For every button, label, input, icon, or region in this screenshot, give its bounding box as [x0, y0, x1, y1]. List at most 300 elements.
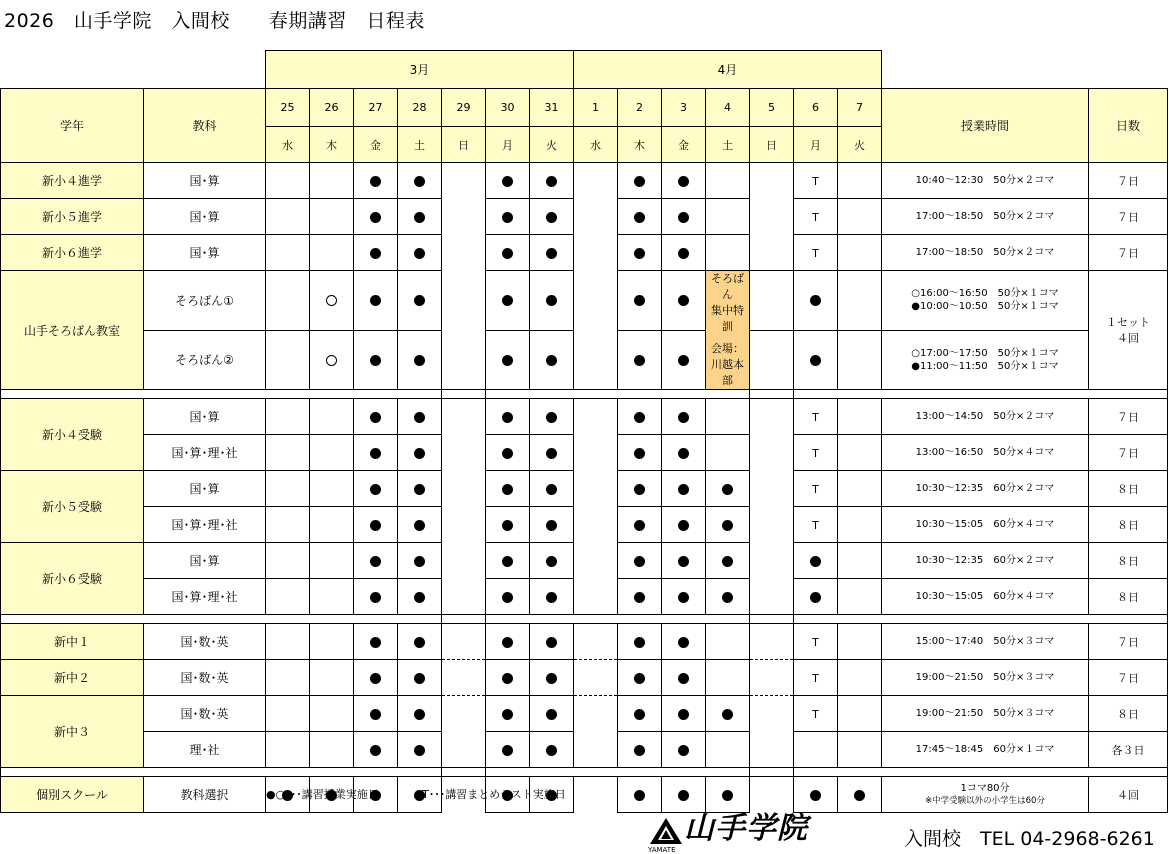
day-cell	[530, 624, 574, 660]
day-cell	[354, 199, 398, 235]
test-mark: T	[812, 410, 819, 424]
day-cell	[486, 543, 530, 579]
weekday-header: 金	[354, 127, 398, 163]
filled-dot-icon	[370, 745, 381, 756]
filled-dot-icon	[810, 592, 821, 603]
schedule-row	[1, 579, 1168, 615]
filled-dot-icon	[370, 355, 381, 366]
day-cell	[354, 732, 398, 768]
date-header: 27	[354, 89, 398, 127]
filled-dot-icon	[678, 295, 689, 306]
day-cell	[398, 399, 442, 435]
filled-dot-icon	[546, 448, 557, 459]
filled-dot-icon	[414, 355, 425, 366]
time-cell: 15:00～17:40 50分×３コマ	[882, 624, 1089, 660]
day-cell	[618, 660, 662, 696]
day-cell	[662, 271, 706, 331]
time-cell: 17:45～18:45 60分×１コマ	[882, 732, 1089, 768]
day-cell	[662, 660, 706, 696]
day-cell	[618, 271, 662, 331]
day-cell	[750, 732, 794, 768]
grade-cell: 新中３	[1, 696, 144, 768]
day-cell	[750, 777, 794, 813]
time-cell: 10:30～15:05 60分×４コマ	[882, 579, 1089, 615]
day-cell	[618, 777, 662, 813]
day-cell	[530, 696, 574, 732]
subject-cell: 国･数･英	[144, 660, 266, 696]
filled-dot-icon	[546, 484, 557, 495]
test-mark: T	[812, 246, 819, 260]
subject-cell: 理･社	[144, 732, 266, 768]
schedule-table	[0, 50, 1168, 813]
day-cell	[266, 199, 310, 235]
filled-dot-icon	[634, 412, 645, 423]
day-cell	[266, 660, 310, 696]
filled-dot-icon	[678, 355, 689, 366]
day-cell	[398, 696, 442, 732]
day-cell	[794, 330, 838, 390]
schedule-row	[1, 543, 1168, 579]
schedule-row	[1, 732, 1168, 768]
filled-dot-icon	[414, 248, 425, 259]
day-cell	[354, 507, 398, 543]
day-cell	[354, 696, 398, 732]
day-cell	[838, 330, 882, 390]
day-cell	[442, 471, 486, 507]
days-cell: ７日	[1089, 435, 1168, 471]
weekday-header: 水	[574, 127, 618, 163]
day-cell	[530, 732, 574, 768]
filled-dot-icon	[414, 412, 425, 423]
day-cell	[486, 163, 530, 199]
day-cell	[354, 163, 398, 199]
date-header: 30	[486, 89, 530, 127]
day-cell	[442, 163, 486, 199]
soroban-special-cell	[706, 271, 750, 390]
day-cell	[442, 235, 486, 271]
filled-dot-icon	[678, 176, 689, 187]
subject-cell: 国･算	[144, 471, 266, 507]
day-cell	[706, 435, 750, 471]
day-cell	[618, 471, 662, 507]
legend-dots: ●○･･･講習授業実施日	[266, 788, 379, 801]
weekday-header: 月	[486, 127, 530, 163]
filled-dot-icon	[678, 484, 689, 495]
subject-cell: 国･算	[144, 543, 266, 579]
day-cell	[574, 543, 618, 579]
filled-dot-icon	[546, 248, 557, 259]
day-cell	[354, 579, 398, 615]
time-line: ※中学受験以外の小学生は60分	[925, 795, 1045, 806]
filled-dot-icon	[370, 448, 381, 459]
day-cell	[574, 199, 618, 235]
day-cell	[706, 696, 750, 732]
time-cell: 10:30～12:35 60分×２コマ	[882, 471, 1089, 507]
day-cell	[442, 543, 486, 579]
filled-dot-icon	[546, 412, 557, 423]
logo-subtext: YAMATE	[648, 846, 676, 854]
date-header: 26	[310, 89, 354, 127]
day-cell	[838, 507, 882, 543]
day-cell	[662, 330, 706, 390]
filled-dot-icon	[810, 355, 821, 366]
day-cell	[794, 471, 838, 507]
filled-dot-icon	[722, 520, 733, 531]
header-grade: 学年	[1, 89, 144, 163]
day-cell	[530, 543, 574, 579]
day-cell	[574, 471, 618, 507]
day-cell	[530, 330, 574, 390]
weekday-header: 木	[618, 127, 662, 163]
day-cell	[310, 330, 354, 390]
day-cell	[706, 660, 750, 696]
day-cell	[794, 271, 838, 331]
day-cell	[618, 696, 662, 732]
schedule-row	[1, 271, 1168, 331]
test-mark: T	[812, 482, 819, 496]
day-cell	[574, 271, 618, 331]
day-cell	[266, 507, 310, 543]
day-cell	[838, 696, 882, 732]
day-cell	[706, 732, 750, 768]
day-cell	[794, 579, 838, 615]
open-dot-icon	[326, 355, 337, 366]
day-cell	[618, 330, 662, 390]
special-text: そろばん	[711, 272, 744, 301]
test-mark: T	[812, 518, 819, 532]
filled-dot-icon	[722, 790, 733, 801]
filled-dot-icon	[634, 176, 645, 187]
schedule-row	[1, 471, 1168, 507]
time-cell	[882, 330, 1089, 390]
time-cell: 17:00～18:50 50分×２コマ	[882, 235, 1089, 271]
day-cell	[706, 579, 750, 615]
days-cell: ７日	[1089, 624, 1168, 660]
day-cell	[662, 579, 706, 615]
filled-dot-icon	[546, 520, 557, 531]
day-cell	[618, 624, 662, 660]
day-cell	[794, 199, 838, 235]
filled-dot-icon	[502, 592, 513, 603]
filled-dot-icon	[678, 448, 689, 459]
day-cell	[354, 543, 398, 579]
day-cell	[310, 435, 354, 471]
filled-dot-icon	[678, 412, 689, 423]
filled-dot-icon	[546, 745, 557, 756]
footer-contact: 入間校 TEL 04-2968-6261	[904, 828, 1155, 850]
month-march: 3月	[266, 51, 574, 89]
filled-dot-icon	[634, 556, 645, 567]
grade-cell: 山手そろばん教室	[1, 271, 144, 390]
day-cell	[838, 435, 882, 471]
date-header: 2	[618, 89, 662, 127]
day-cell	[574, 330, 618, 390]
day-cell	[838, 471, 882, 507]
header-subject: 教科	[144, 89, 266, 163]
day-cell	[794, 777, 838, 813]
filled-dot-icon	[370, 295, 381, 306]
day-cell	[574, 660, 618, 696]
day-cell	[442, 732, 486, 768]
day-cell	[838, 199, 882, 235]
schedule-row	[1, 777, 1168, 813]
schedule-row	[1, 435, 1168, 471]
date-header: 7	[838, 89, 882, 127]
date-header: 31	[530, 89, 574, 127]
day-cell	[794, 660, 838, 696]
day-cell	[442, 696, 486, 732]
day-cell	[266, 624, 310, 660]
filled-dot-icon	[370, 556, 381, 567]
day-cell	[442, 507, 486, 543]
day-cell	[838, 543, 882, 579]
time-cell: 10:40～12:30 50分×２コマ	[882, 163, 1089, 199]
day-cell	[530, 660, 574, 696]
day-cell	[706, 471, 750, 507]
day-cell	[530, 199, 574, 235]
grade-cell: 新中２	[1, 660, 144, 696]
grade-cell: 新中１	[1, 624, 144, 660]
time-cell: 13:00～16:50 50分×４コマ	[882, 435, 1089, 471]
day-cell	[838, 732, 882, 768]
days-cell: １セット ４回	[1089, 271, 1168, 390]
filled-dot-icon	[722, 592, 733, 603]
day-cell	[574, 732, 618, 768]
schedule-row	[1, 399, 1168, 435]
date-header: 29	[442, 89, 486, 127]
day-cell	[838, 235, 882, 271]
day-cell	[266, 271, 310, 331]
subject-cell: そろばん①	[144, 271, 266, 331]
day-cell	[398, 624, 442, 660]
filled-dot-icon	[634, 355, 645, 366]
grade-cell: 新小５受験	[1, 471, 144, 543]
day-cell	[662, 777, 706, 813]
filled-dot-icon	[414, 295, 425, 306]
filled-dot-icon	[678, 709, 689, 720]
schedule-row	[1, 507, 1168, 543]
day-cell	[266, 399, 310, 435]
day-cell	[838, 777, 882, 813]
filled-dot-icon	[546, 592, 557, 603]
date-header: 4	[706, 89, 750, 127]
test-mark: T	[812, 635, 819, 649]
day-cell	[486, 235, 530, 271]
filled-dot-icon	[634, 212, 645, 223]
days-cell: ７日	[1089, 163, 1168, 199]
filled-dot-icon	[502, 355, 513, 366]
subject-cell: 国･算･理･社	[144, 507, 266, 543]
day-cell	[574, 435, 618, 471]
filled-dot-icon	[370, 484, 381, 495]
day-cell	[618, 732, 662, 768]
day-cell	[266, 543, 310, 579]
day-cell	[266, 579, 310, 615]
day-cell	[486, 435, 530, 471]
filled-dot-icon	[546, 673, 557, 684]
day-cell	[838, 624, 882, 660]
day-cell	[486, 399, 530, 435]
day-cell	[750, 435, 794, 471]
schedule-row	[1, 624, 1168, 660]
day-cell	[266, 696, 310, 732]
day-cell	[398, 163, 442, 199]
day-cell	[530, 163, 574, 199]
subject-cell: 国･算	[144, 235, 266, 271]
day-cell	[486, 330, 530, 390]
day-cell	[794, 543, 838, 579]
day-cell	[354, 330, 398, 390]
day-cell	[706, 163, 750, 199]
filled-dot-icon	[722, 709, 733, 720]
date-header: 25	[266, 89, 310, 127]
day-cell	[794, 696, 838, 732]
day-cell	[662, 624, 706, 660]
day-cell	[618, 199, 662, 235]
grade-cell: 新小６受験	[1, 543, 144, 615]
yamate-logo	[648, 811, 808, 854]
filled-dot-icon	[546, 355, 557, 366]
day-cell	[354, 235, 398, 271]
filled-dot-icon	[370, 248, 381, 259]
filled-dot-icon	[502, 520, 513, 531]
day-cell	[574, 399, 618, 435]
day-cell	[750, 271, 794, 331]
day-cell	[310, 696, 354, 732]
test-mark: T	[812, 446, 819, 460]
day-cell	[662, 507, 706, 543]
day-cell	[398, 271, 442, 331]
day-cell	[442, 579, 486, 615]
schedule-row	[1, 696, 1168, 732]
day-cell	[442, 271, 486, 331]
test-mark: T	[812, 174, 819, 188]
day-cell	[266, 435, 310, 471]
day-cell	[662, 471, 706, 507]
day-cell	[266, 732, 310, 768]
day-cell	[398, 330, 442, 390]
day-cell	[310, 624, 354, 660]
filled-dot-icon	[634, 790, 645, 801]
filled-dot-icon	[810, 790, 821, 801]
day-cell	[750, 660, 794, 696]
filled-dot-icon	[502, 745, 513, 756]
day-cell	[354, 399, 398, 435]
day-cell	[442, 660, 486, 696]
grade-cell: 個別スクール	[1, 777, 144, 813]
day-cell	[662, 399, 706, 435]
day-cell	[574, 777, 618, 813]
date-header: 6	[794, 89, 838, 127]
day-cell	[662, 235, 706, 271]
filled-dot-icon	[502, 484, 513, 495]
day-cell	[662, 543, 706, 579]
filled-dot-icon	[546, 295, 557, 306]
day-cell	[530, 579, 574, 615]
subject-cell: そろばん②	[144, 330, 266, 390]
day-cell	[530, 507, 574, 543]
days-cell: ７日	[1089, 660, 1168, 696]
filled-dot-icon	[634, 673, 645, 684]
day-cell	[838, 399, 882, 435]
filled-dot-icon	[546, 637, 557, 648]
subject-cell: 国･算	[144, 199, 266, 235]
day-cell	[398, 507, 442, 543]
day-cell	[662, 732, 706, 768]
open-dot-icon	[326, 295, 337, 306]
day-cell	[398, 543, 442, 579]
filled-dot-icon	[370, 673, 381, 684]
day-cell	[310, 732, 354, 768]
filled-dot-icon	[414, 709, 425, 720]
test-mark: T	[812, 210, 819, 224]
day-cell	[354, 660, 398, 696]
filled-dot-icon	[502, 248, 513, 259]
day-cell	[310, 199, 354, 235]
day-cell	[706, 399, 750, 435]
weekday-header: 水	[266, 127, 310, 163]
day-cell	[618, 235, 662, 271]
day-cell	[486, 507, 530, 543]
day-cell	[310, 543, 354, 579]
day-cell	[838, 579, 882, 615]
filled-dot-icon	[502, 637, 513, 648]
time-line: ○16:00～16:50 50分×１コマ	[911, 288, 1059, 300]
weekday-header: 日	[442, 127, 486, 163]
day-cell	[530, 435, 574, 471]
filled-dot-icon	[414, 592, 425, 603]
day-cell	[442, 399, 486, 435]
day-cell	[574, 507, 618, 543]
day-cell	[750, 199, 794, 235]
mountain-icon	[648, 816, 684, 846]
day-cell	[574, 579, 618, 615]
day-cell	[266, 163, 310, 199]
day-cell	[398, 235, 442, 271]
filled-dot-icon	[546, 176, 557, 187]
filled-dot-icon	[502, 412, 513, 423]
day-cell	[398, 471, 442, 507]
day-cell	[750, 696, 794, 732]
subject-cell: 教科選択	[144, 777, 266, 813]
filled-dot-icon	[634, 637, 645, 648]
time-cell: 10:30～15:05 60分×４コマ	[882, 507, 1089, 543]
day-cell	[398, 660, 442, 696]
filled-dot-icon	[678, 520, 689, 531]
weekday-header: 月	[794, 127, 838, 163]
day-cell	[794, 399, 838, 435]
day-cell	[618, 507, 662, 543]
filled-dot-icon	[370, 176, 381, 187]
days-cell: 各３日	[1089, 732, 1168, 768]
time-cell: 19:00～21:50 50分×３コマ	[882, 660, 1089, 696]
grade-cell: 新小４進学	[1, 163, 144, 199]
filled-dot-icon	[370, 709, 381, 720]
day-cell	[706, 235, 750, 271]
day-cell	[398, 579, 442, 615]
filled-dot-icon	[722, 484, 733, 495]
filled-dot-icon	[546, 212, 557, 223]
filled-dot-icon	[414, 745, 425, 756]
day-cell	[310, 471, 354, 507]
time-line: ●11:00～11:50 50分×１コマ	[911, 360, 1059, 372]
day-cell	[618, 163, 662, 199]
day-cell	[486, 579, 530, 615]
days-cell: ７日	[1089, 399, 1168, 435]
day-cell	[794, 435, 838, 471]
filled-dot-icon	[370, 592, 381, 603]
day-cell	[706, 199, 750, 235]
